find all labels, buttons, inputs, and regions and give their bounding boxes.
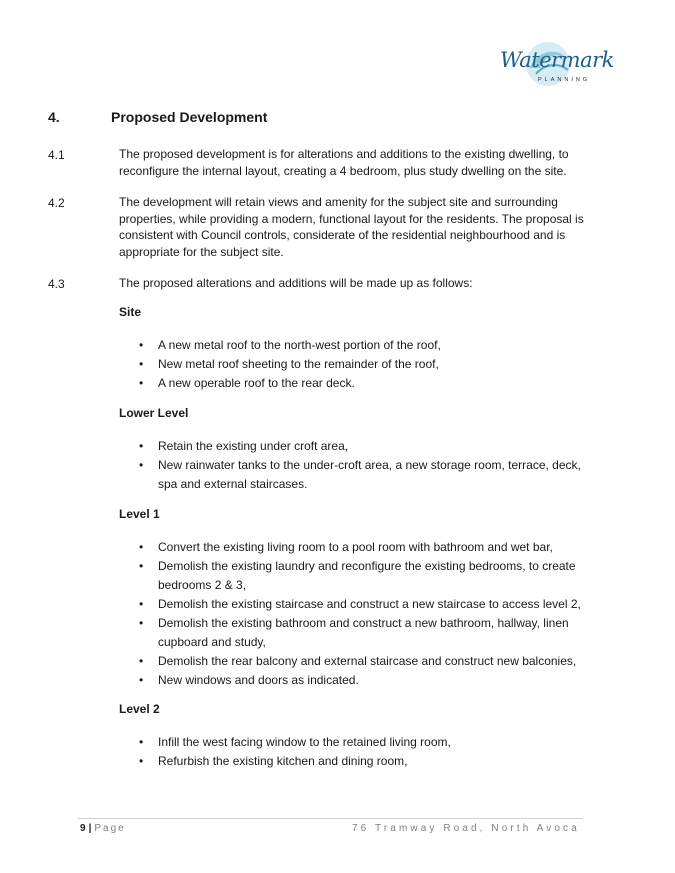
list-item: • Refurbish the existing kitchen and dining room, — [119, 752, 599, 771]
list-item: • Infill the west facing window to the retained living room, — [119, 733, 599, 752]
subheading-site: Site — [119, 305, 142, 319]
page-number: 9 — [80, 823, 86, 834]
lower-level-list — [119, 437, 599, 494]
list-item: • Retain the existing under croft area, — [119, 437, 599, 456]
subheading-lower-level: Lower Level — [119, 406, 189, 420]
subheading-level-1: Level 1 — [119, 507, 160, 521]
list-item: • Demolish the rear balcony and external staircase and construct new balconies, — [119, 652, 599, 671]
list-item: • New rainwater tanks to the under-croft area, a new storage room, terrace, deck, spa and external staircases. — [119, 456, 599, 494]
list-item: • Demolish the existing laundry and reconfigure the existing bedrooms, to create bedrooms 2 & 3, — [119, 557, 599, 595]
list-item: • New metal roof sheeting to the remainder of the roof, — [119, 355, 599, 374]
page-separator: | — [88, 823, 92, 834]
section-title: Proposed Development — [111, 109, 268, 125]
footer-page-number — [80, 823, 126, 834]
footer-divider — [78, 818, 583, 819]
level-1-list — [119, 538, 599, 690]
list-item: • A new metal roof to the north-west portion of the roof, — [119, 336, 599, 355]
list-item: • A new operable roof to the rear deck. — [119, 374, 599, 393]
watermark-planning-logo — [496, 38, 614, 94]
section-number: 4. — [48, 109, 60, 125]
list-item: • Convert the existing living room to a pool room with bathroom and wet bar, — [119, 538, 599, 557]
logo-wordmark: Watermark — [500, 48, 614, 72]
paragraph-number: 4.1 — [48, 148, 65, 162]
paragraph-text: The proposed development is for alterations and additions to the existing dwelling, to reconfigure the internal layout, creating a 4 bedroom, plus study dwelling on the site. — [119, 147, 569, 178]
list-item: • Demolish the existing staircase and construct a new staircase to access level 2, — [119, 595, 599, 614]
paragraph-text: The development will retain views and amenity for the subject site and surrounding properties, while providing a modern, functional layout for the residents. The proposal is consistent with Council controls, considerate of the residential neighbourhood and is appropriate for the subject site. — [119, 195, 584, 259]
paragraph-text: The proposed alterations and additions will be made up as follows: — [119, 276, 473, 290]
page-word: Page — [94, 823, 126, 834]
site-list — [119, 336, 599, 393]
subheading-level-2: Level 2 — [119, 702, 160, 716]
list-item: • Demolish the existing bathroom and construct a new bathroom, hallway, linen cupboard and study, — [119, 614, 599, 652]
list-item: • New windows and doors as indicated. — [119, 671, 599, 690]
paragraph-number: 4.3 — [48, 277, 65, 291]
footer-address: 76 Tramway Road, North Avoca — [352, 823, 580, 834]
level-2-list — [119, 733, 599, 771]
logo-subtitle: PLANNING — [538, 77, 591, 83]
paragraph-number: 4.2 — [48, 196, 65, 210]
